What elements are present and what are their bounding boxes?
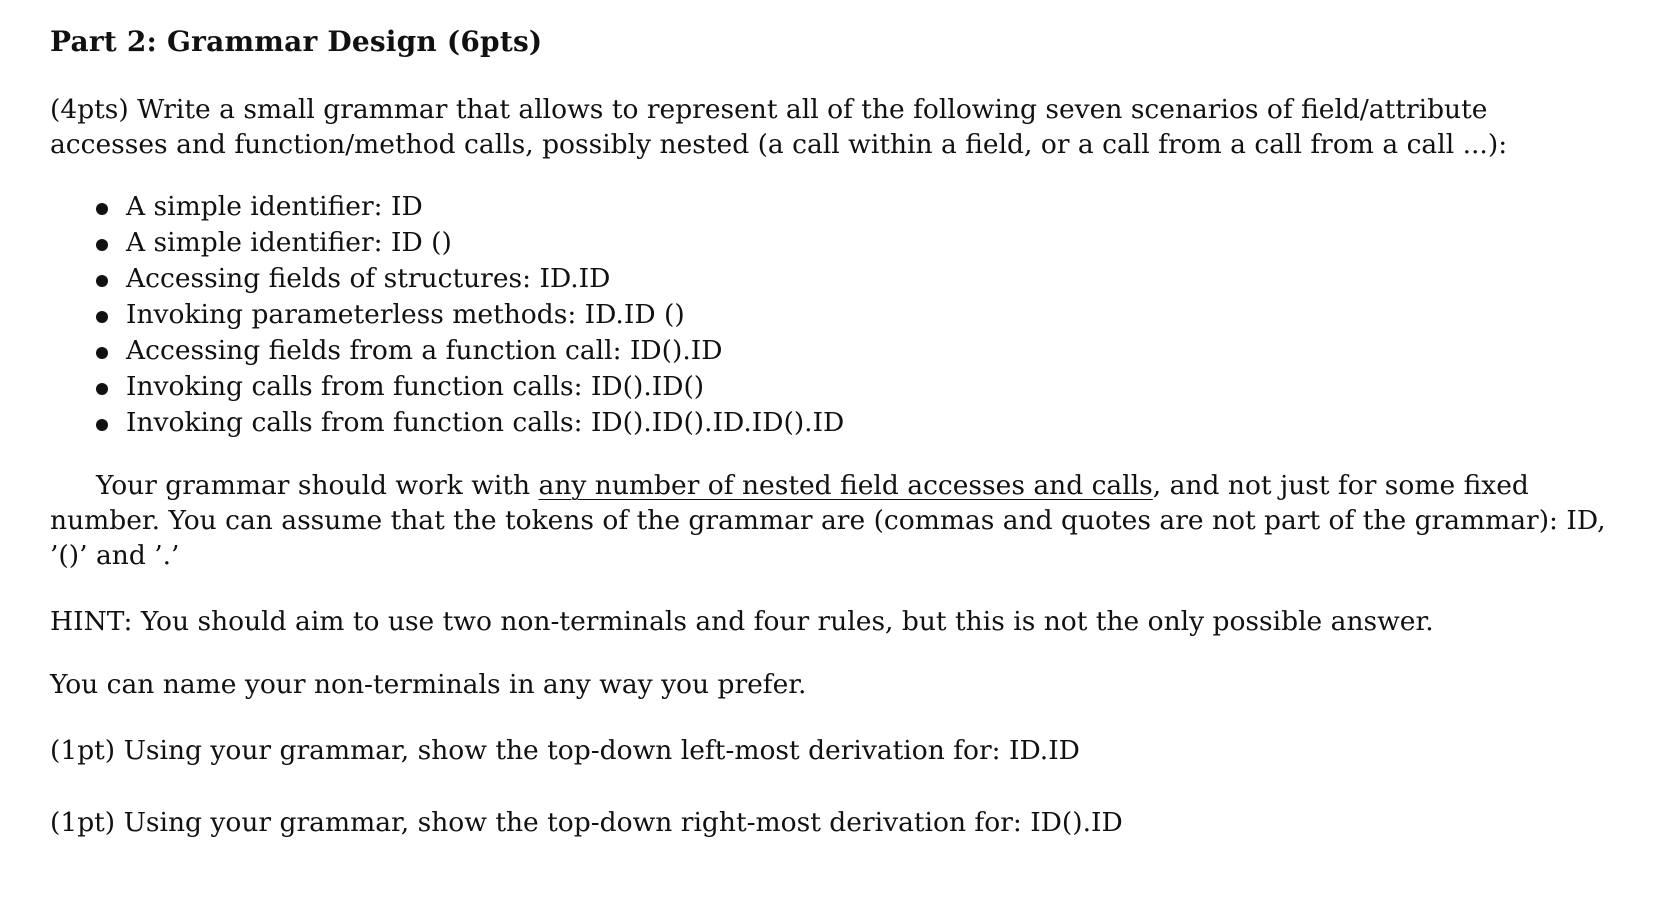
list-item: Invoking calls from function calls: ID().ID().ID.ID().ID <box>96 405 1610 441</box>
question-rightmost-derivation: (1pt) Using your grammar, show the top-down right-most derivation for: ID().ID <box>50 807 1123 838</box>
list-item: A simple identifier: ID <box>96 189 1610 225</box>
hint-paragraph: HINT: You should aim to use two non-terminals and four rules, but this is not the only possible answer. <box>50 606 1434 637</box>
constraint-underlined-text: any number of nested field accesses and calls <box>538 470 1153 501</box>
list-item: Invoking calls from function calls: ID().ID() <box>96 369 1610 405</box>
list-item: A simple identifier: ID () <box>96 225 1610 261</box>
constraint-text-before: Your grammar should work with <box>96 470 539 501</box>
list-item: Accessing fields from a function call: ID().ID <box>96 333 1610 369</box>
scenario-list <box>50 189 1610 441</box>
intro-paragraph: (4pts) Write a small grammar that allows to represent all of the following seven scenarios of field/attribute accesses and function/method calls, possibly nested (a call within a field, or a call from a call from a call ...): <box>50 94 1508 160</box>
section-heading: Part 2: Grammar Design (6pts) <box>50 25 543 58</box>
list-item: Accessing fields of structures: ID.ID <box>96 261 1610 297</box>
naming-note: You can name your non-terminals in any way you prefer. <box>50 669 807 700</box>
constraint-paragraph <box>50 468 1610 573</box>
question-leftmost-derivation: (1pt) Using your grammar, show the top-down left-most derivation for: ID.ID <box>50 735 1080 766</box>
list-item: Invoking parameterless methods: ID.ID () <box>96 297 1610 333</box>
constraint-text-after: , and not just for some fixed number. You can assume that the tokens of the grammar are (commas and quotes are not part of the grammar): ID, ’()’ and ’.’ <box>50 470 1606 571</box>
document-page <box>50 22 1610 840</box>
